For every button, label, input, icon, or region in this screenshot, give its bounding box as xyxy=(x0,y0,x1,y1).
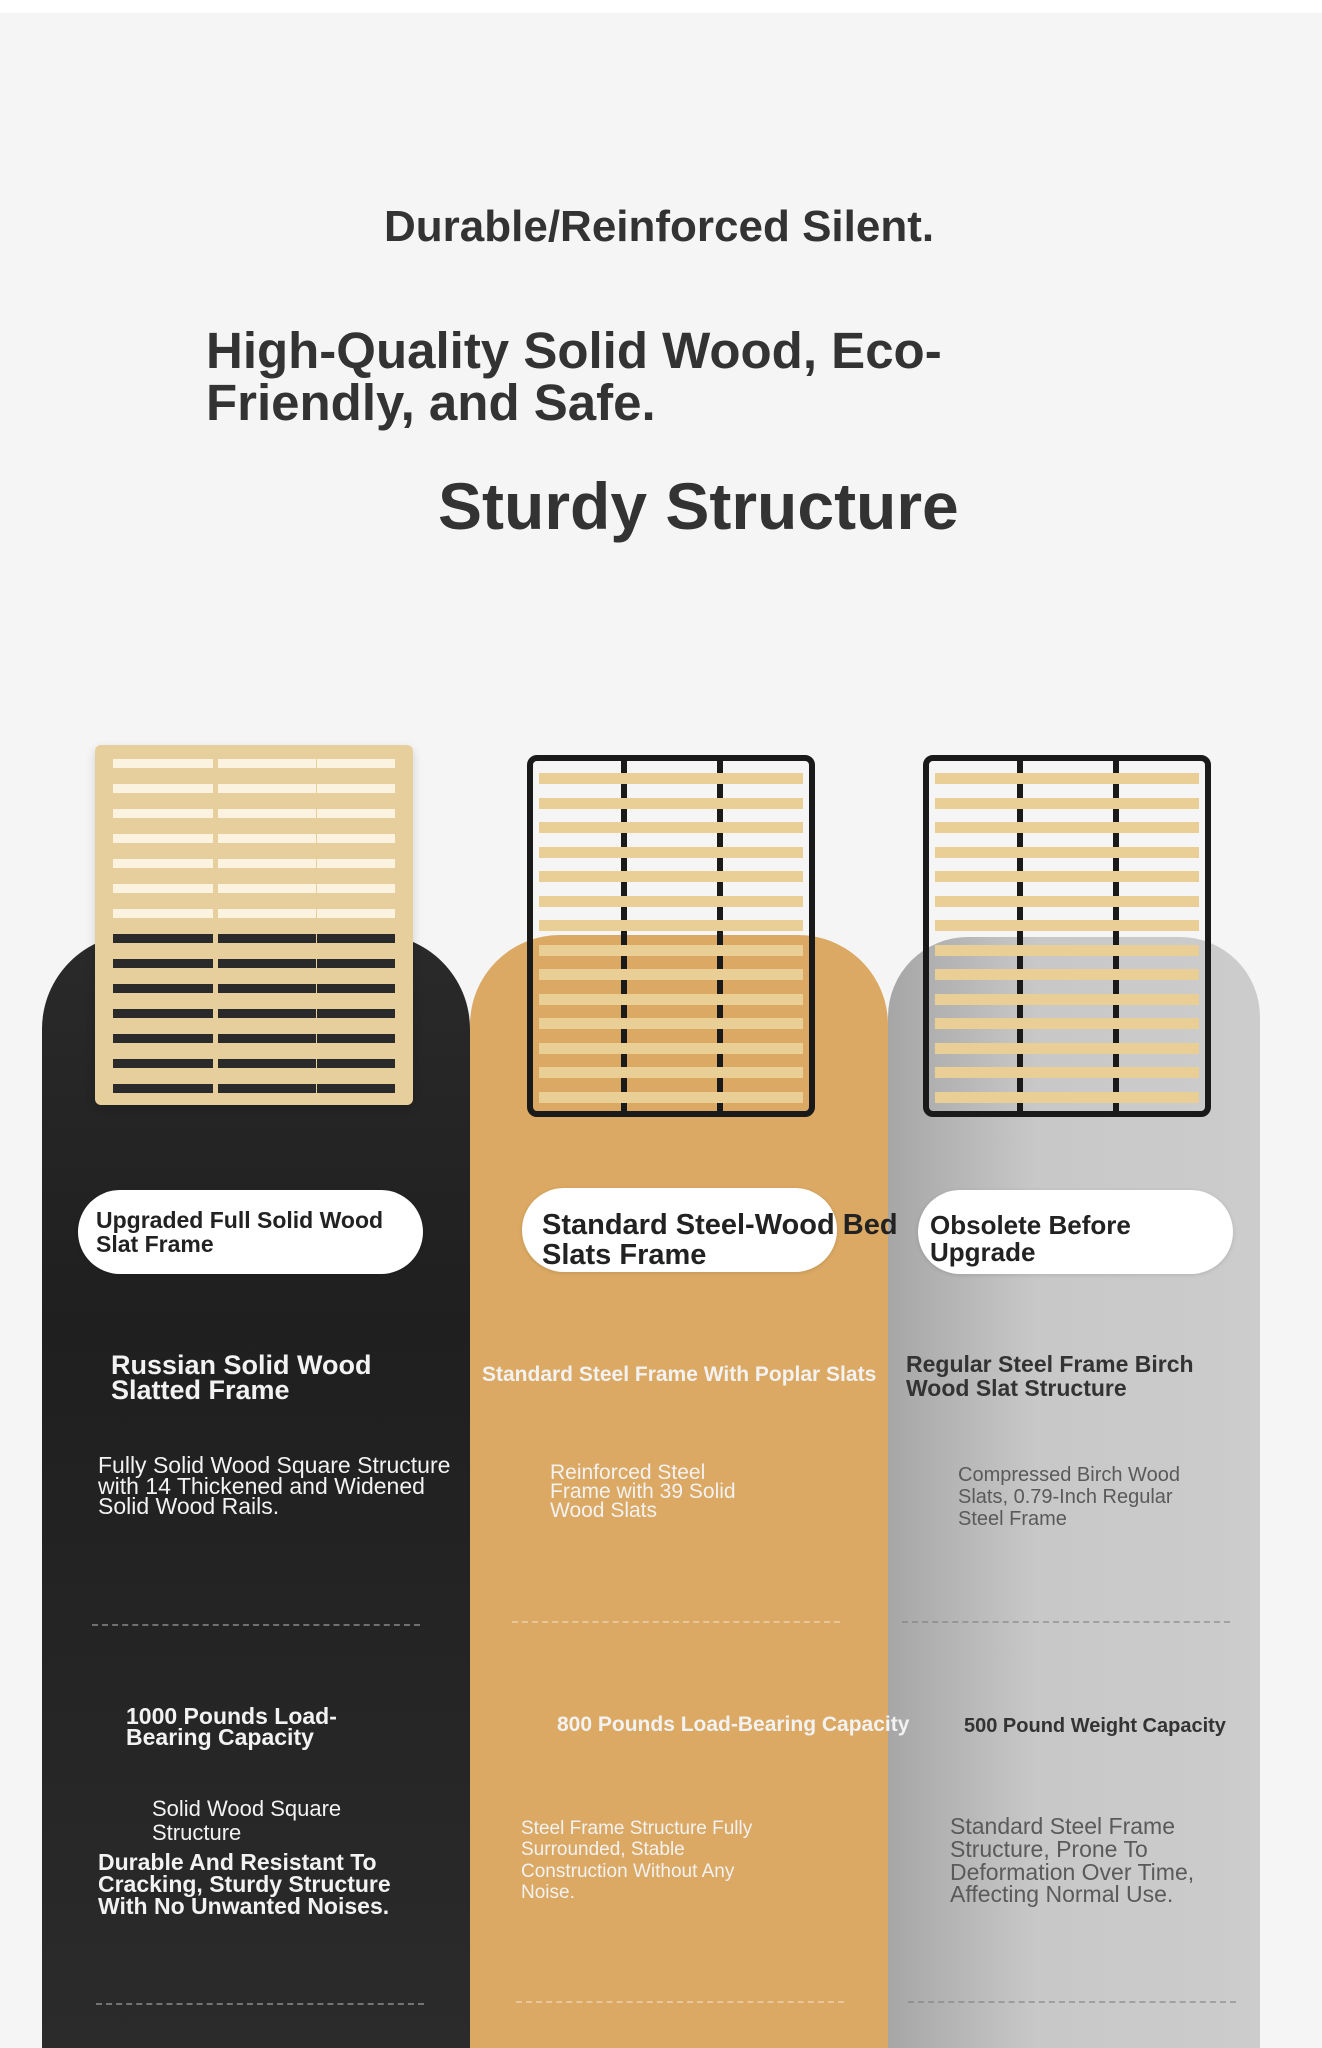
badge-upgraded xyxy=(78,1190,423,1274)
detail-description: Durable And Resistant To Cracking, Sturdy Structure With No Unwanted Noises. xyxy=(98,1849,391,1919)
slat-gap xyxy=(113,1034,213,1043)
wood-slat xyxy=(539,773,803,784)
divider xyxy=(512,1621,840,1623)
wood-slat xyxy=(935,1043,1199,1054)
badge-obsolete xyxy=(918,1190,1233,1274)
wood-slat xyxy=(935,822,1199,833)
slat-gap xyxy=(317,834,395,843)
wood-slat xyxy=(539,1043,803,1054)
steel-rail xyxy=(621,761,627,1111)
product-description: Compressed Birch Wood Slats, 0.79-Inch Regular Steel Frame xyxy=(958,1464,1180,1530)
product-name: Regular Steel Frame Birch Wood Slat Structure xyxy=(906,1351,1194,1402)
load-capacity: 1000 Pounds Load-Bearing Capacity xyxy=(126,1703,337,1751)
wood-slat xyxy=(935,773,1199,784)
wood-slat xyxy=(935,798,1199,809)
wood-slat xyxy=(935,1018,1199,1029)
slat-gap xyxy=(218,1059,316,1068)
product-name: Russian Solid Wood Slatted Frame xyxy=(111,1350,372,1405)
wood-slat xyxy=(935,920,1199,931)
slat-gap xyxy=(218,884,316,893)
headline-durable: Durable/Reinforced Silent. xyxy=(384,202,935,251)
slat-gap xyxy=(218,1084,316,1093)
wood-slat xyxy=(935,994,1199,1005)
wood-slat xyxy=(539,847,803,858)
detail-title: Solid Wood Square Structure xyxy=(152,1796,342,1846)
slat-gap xyxy=(113,809,213,818)
divider xyxy=(908,2001,1236,2003)
badge-label: Upgraded Full Solid Wood Slat Frame xyxy=(96,1207,384,1258)
slat-gap xyxy=(113,1009,213,1018)
divider xyxy=(516,2001,844,2003)
slat-gap xyxy=(218,859,316,868)
slat-gap xyxy=(317,784,395,793)
steel-poplar-frame-image xyxy=(527,755,815,1117)
divider xyxy=(96,2003,424,2005)
steel-birch-frame-image xyxy=(923,755,1211,1117)
wood-slat xyxy=(539,945,803,956)
slat-gap xyxy=(317,984,395,993)
slat-gap xyxy=(113,834,213,843)
badge-label: Standard Steel-Wood Bed Slats Frame xyxy=(542,1209,898,1272)
solid-wood-frame-image xyxy=(95,745,413,1105)
slat-gap xyxy=(113,859,213,868)
slat-gap xyxy=(113,909,213,918)
steel-rail xyxy=(717,761,723,1111)
slat-gap xyxy=(113,1059,213,1068)
slat-gap xyxy=(113,784,213,793)
load-capacity: 800 Pounds Load-Bearing Capacity xyxy=(557,1713,910,1736)
slat-gap xyxy=(317,1059,395,1068)
headline-quality: High-Quality Solid Wood, Eco-Friendly, and Safe. xyxy=(206,322,942,432)
divider xyxy=(902,1621,1230,1623)
slat-gap xyxy=(218,1034,316,1043)
wood-slat xyxy=(539,969,803,980)
wood-slat xyxy=(935,871,1199,882)
wood-slat xyxy=(539,920,803,931)
slat-gap xyxy=(317,1034,395,1043)
detail-description: Standard Steel Frame Structure, Prone To Deformation Over Time, Affecting Normal Use. xyxy=(950,1813,1195,1908)
wood-slat xyxy=(539,871,803,882)
load-capacity: 500 Pound Weight Capacity xyxy=(964,1715,1226,1737)
wood-slat xyxy=(539,1018,803,1029)
slat-gap xyxy=(218,1009,316,1018)
slat-gap xyxy=(113,934,213,943)
divider xyxy=(92,1624,420,1626)
wood-slat xyxy=(935,969,1199,980)
slat-gap xyxy=(317,759,395,768)
slat-gap xyxy=(317,934,395,943)
wood-slat xyxy=(935,847,1199,858)
slat-gap xyxy=(218,809,316,818)
slat-gap xyxy=(218,784,316,793)
wood-slat xyxy=(935,945,1199,956)
slat-gap xyxy=(113,959,213,968)
product-name: Standard Steel Frame With Poplar Slats xyxy=(482,1363,877,1386)
slat-gap xyxy=(218,984,316,993)
wood-slat xyxy=(539,1067,803,1078)
steel-rail xyxy=(1017,761,1023,1111)
slat-gap xyxy=(317,809,395,818)
slat-gap xyxy=(113,759,213,768)
slat-gap xyxy=(317,884,395,893)
steel-rail xyxy=(1113,761,1119,1111)
slat-gap xyxy=(113,1084,213,1093)
slat-gap xyxy=(317,1084,395,1093)
product-description: Fully Solid Wood Square Structure with 14 Thickened and Widened Solid Wood Rails. xyxy=(98,1452,451,1520)
slat-gap xyxy=(218,934,316,943)
slat-gap xyxy=(113,884,213,893)
slat-gap xyxy=(113,984,213,993)
slat-gap xyxy=(317,959,395,968)
wood-slat xyxy=(935,896,1199,907)
slat-gap xyxy=(317,859,395,868)
headline-sturdy: Sturdy Structure xyxy=(438,469,959,543)
slat-gap xyxy=(218,909,316,918)
slat-gap xyxy=(218,759,316,768)
slat-gap xyxy=(218,959,316,968)
wood-slat xyxy=(935,1092,1199,1103)
slat-gap xyxy=(317,909,395,918)
product-description: Reinforced Steel Frame with 39 Solid Wood Slats xyxy=(550,1461,736,1522)
wood-slat xyxy=(539,798,803,809)
wood-slat xyxy=(539,822,803,833)
wood-slat xyxy=(539,994,803,1005)
slat-gap xyxy=(218,834,316,843)
wood-slat xyxy=(539,896,803,907)
badge-standard xyxy=(522,1188,898,1272)
detail-description: Steel Frame Structure Fully Surrounded, Stable Construction Without Any Noise. xyxy=(521,1818,753,1904)
wood-slat xyxy=(539,1092,803,1103)
wood-slat xyxy=(935,1067,1199,1078)
badge-label: Obsolete Before Upgrade xyxy=(930,1210,1131,1268)
slat-gap xyxy=(317,1009,395,1018)
